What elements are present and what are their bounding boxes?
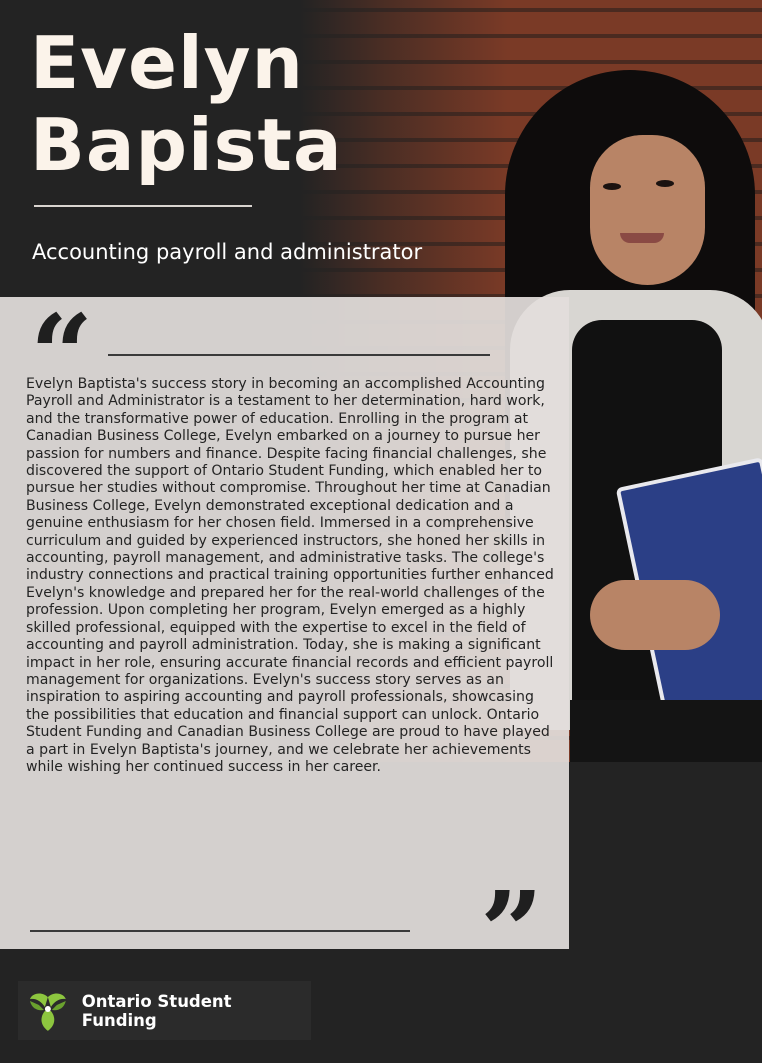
portrait-hands — [590, 580, 720, 650]
portrait-right-eye — [656, 180, 674, 187]
quote-bottom-divider — [30, 930, 410, 932]
portrait-left-eye — [603, 183, 621, 190]
testimonial-text: Evelyn Baptista's success story in becoming an accomplished Accounting Payroll and Administrator is a testament to her determination, hard work, and the transformative power of education. Enrolling in the program at Canadian Business College, Evelyn embarked on a journey to pursue her passion for numbers and finance. Despite facing financial challenges, she discovered the support of Ontario Student Funding, which enabled her to pursue her studies without compromise. Throughout her time at Canadian Business College, Evelyn demonstrated exceptional dedication and a genuine enthusiasm for her chosen field. Immersed in a comprehensive curriculum and guided by experienced instructors, she honed her skills in accounting, payroll management, and administrative tasks. The college's industry connections and practical training opportunities further enhanced Evelyn's knowledge and prepared her for the real-world challenges of the profession. Upon completing her program, Evelyn emerged as a highly skilled professional, equipped with the expertise to excel in the field of accounting and payroll administration. Today, she is making a significant impact in her role, ensuring accurate financial records and efficient payroll management for organizations. Evelyn's success story serves as an inspiration to aspiring accounting and payroll professionals, showcasing the possibilities that education and financial support can unlock. Ontario Student Funding and Canadian Business College are proud to have played a part in Evelyn Baptista's journey, and we celebrate her achievements while wishing her continued success in her career. — [26, 376, 554, 775]
profile-last-name: Bapista — [30, 103, 343, 187]
portrait-smile — [620, 233, 664, 243]
profile-name — [30, 22, 343, 186]
close-quote-icon: ” — [480, 867, 544, 996]
name-divider — [34, 205, 252, 207]
profile-role: Accounting payroll and administrator — [32, 240, 423, 264]
quote-top-divider — [108, 354, 490, 356]
portrait-face — [590, 135, 705, 285]
open-quote-icon: “ — [30, 290, 94, 419]
profile-first-name: Evelyn — [30, 21, 304, 105]
brand-name: Ontario Student Funding — [81, 991, 232, 1030]
trillium-logo-icon — [26, 989, 70, 1033]
brand-badge[interactable] — [18, 981, 311, 1040]
portrait-jeans — [570, 700, 762, 762]
